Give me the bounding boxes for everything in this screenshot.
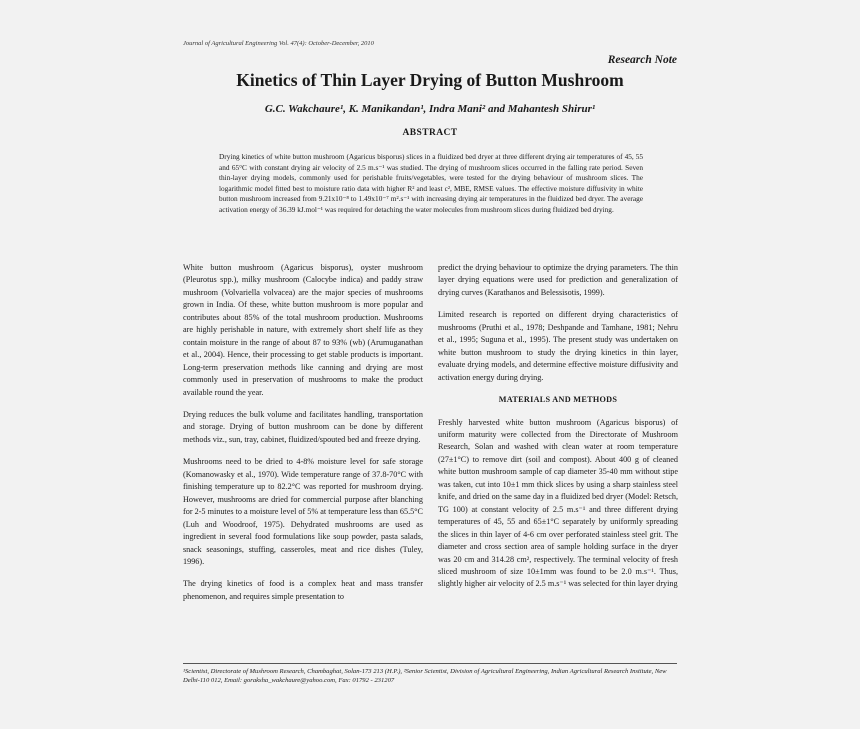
abstract-heading: ABSTRACT [402,128,458,138]
body-paragraph: Limited research is reported on different drying characteristics of mushrooms (Pruthi et al., 1978; Deshpande and Tamhane, 1981; Nehru et al., 1995; Suguna et al., 1995). The present study was undertaken on white button mushroom to study the drying kinetics in thin layer, evaluate drying models, and determine effective moisture diffusivity and activation energy during drying. [438,310,678,382]
body-paragraph: The drying kinetics of food is a complex heat and mass transfer phenomenon, and requires simple presentation to [183,579,423,601]
footnote-divider [183,663,677,664]
journal-header: Journal of Agricultural Engineering Vol. 47(4): October-December, 2010 [183,40,374,47]
body-paragraph: Freshly harvested white button mushroom (Agaricus bisporus) of uniform maturity were collected from the Directorate of Mushroom Research, Solan and washed with clean water at room temperature (27±1°C) to remove dirt (soil and compost). About 400 g of cleaned white button mushroom sample of cap diameter 35-40 mm without stipe was taken, cut into 10±1 mm thick slices by using a sharp stainless steel knife, and dried on the same day in a fluidized bed dryer (Model: Retsch, TG 100) at constant velocity of 2.5 m.s⁻¹ and three different drying temperatures of 45, 55 and 65±1°C separately by uniformly spreading the slices in thin layer of 4-6 cm over perforated stainless steel grit. The diameter and cross section area of sample holding surface in the dryer was 20 cm and 314.28 cm², respectively. The terminal velocity of fresh sliced mushroom of size 10±1mm was found to be 2.0 m.s⁻¹. Thus, slightly higher air velocity of 2.5 m.s⁻¹ was selected for thin layer drying [438,417,678,589]
body-paragraph: Drying reduces the bulk volume and facilitates handling, transportation and storage. Drying of button mushroom can be done by different methods viz., sun, tray, cabinet, fluidized/spouted bed and freeze drying. [183,409,423,444]
right-column [438,262,678,601]
paper-title: Kinetics of Thin Layer Drying of Button Mushroom [236,70,624,90]
left-column [183,262,423,613]
body-paragraph: predict the drying behaviour to optimize the drying parameters. The thin layer drying equations were used for prediction and generalization of drying curves (Karathanos and Belessisotis, 1999). [438,263,678,297]
abstract-text: Drying kinetics of white button mushroom (Agaricus bisporus) slices in a fluidized bed dryer at three different drying air temperatures of 45, 55 and 65°C with constant drying air velocity of 2.5 m.s⁻¹ was studied. The drying of mushroom slices occurred in the falling rate period. Seven thin-layer drying models, commonly used for perishable fruits/vegetables, were tested for the drying behaviour of mushroom slices. The logarithmic model fitted best to moisture ratio data with higher R² and least c², MBE, RMSE values. The effective moisture diffusivity in white button mushroom increased from 9.21x10⁻⁸ to 1.49x10⁻⁷ m².s⁻¹ with increasing drying air temperatures in the fluidized bed dryer. The average activation energy of 36.39 kJ.mol⁻¹ was required for detaching the water molecules from mushroom slices during fluidized bed drying. [219,152,643,214]
research-note-label: Research Note [607,54,677,66]
body-paragraph: White button mushroom (Agaricus bisporus), oyster mushroom (Pleurotus spp.), milky mushroom (Calocybe indica) and paddy straw mushroom (Volvariella volvacea) are the major species of mushrooms grown in India. Of these, white button mushroom is more popular and contributes about 85% of the total mushroom production. Mushrooms are highly perishable in nature, with extremely short shelf life as they contain moisture in the range of about 87 to 93% (wb) (Arumuganathan et al., 2004). Hence, their processing to get stable products is important. Long-term preservation methods like canning and drying are most commonly used in preservation of mushrooms to make the product available round the year. [183,263,423,397]
body-paragraph: Mushrooms need to be dried to 4-8% moisture level for safe storage (Komanowasky et al., 1970). Wide temperature range of 37.8-70°C with finishing temperature up to 82.2°C was reported for mushroom drying. However, mushrooms are dried for commercial purpose after blanching for 2-5 minutes to a moisture level of 5% at temperature less than 65.5°C (Luh and Woodroof, 1975). Dehydrated mushrooms are used as ingredient in several food formulations like soup powder, pasta salads, snack seasonings, stuffing, casseroles, meat and rice dishes (Tuley, 1996). [183,457,423,566]
section-heading: MATERIALS AND METHODS [498,395,618,405]
footnote: ¹Scientist, Directorate of Mushroom Research, Chambaghat, Solan-173 213 (H.P.), ²Senior Scientist, Division of Agricultural Engineering, Indian Agricultural Research Institute, New Delhi-110 012, Email: goraksha_wakchaure@yahoo.com, Fax: 01792 - 231207 [183,668,667,684]
author-list: G.C. Wakchaure¹, K. Manikandan¹, Indra Mani² and Mahantesh Shirur¹ [264,103,596,115]
